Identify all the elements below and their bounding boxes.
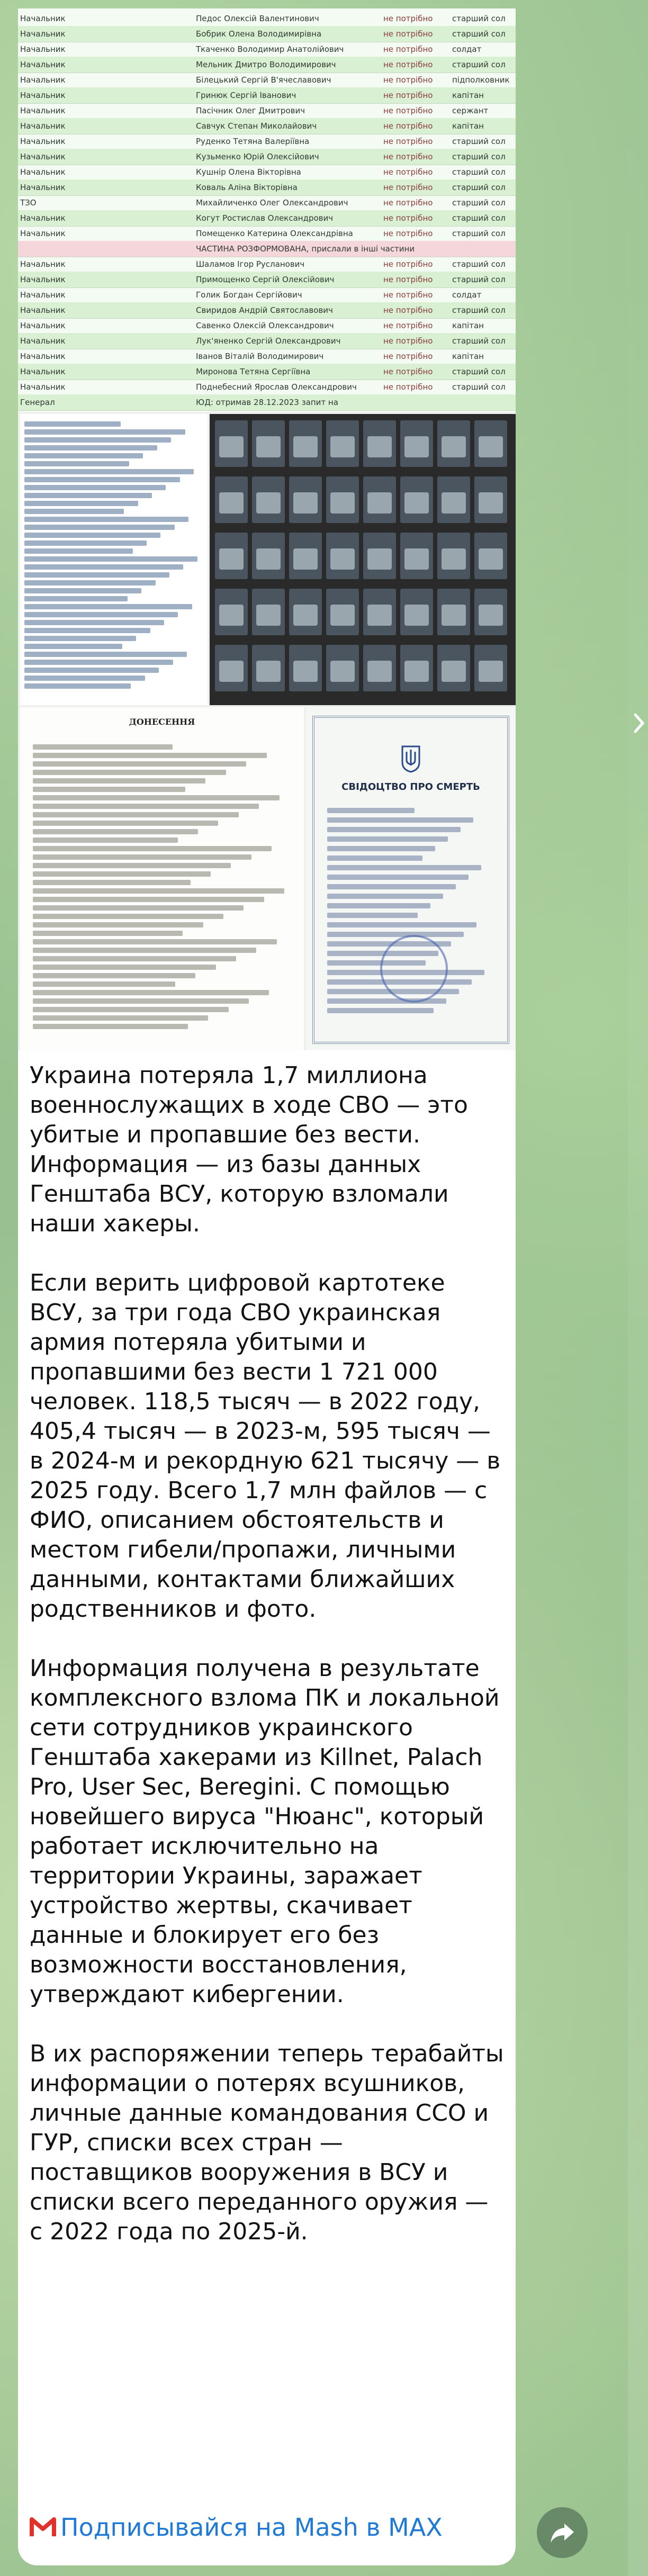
text-line <box>33 939 277 944</box>
spreadsheet-cell: Пасічник Олег Дмитрович <box>196 106 305 115</box>
text-line <box>33 888 284 894</box>
spreadsheet-cell: Начальник <box>20 152 66 161</box>
spreadsheet-cell: не потрібно <box>383 336 433 346</box>
spreadsheet-row <box>18 103 516 119</box>
paragraph-4: В их распоряжении теперь терабайты информации о потерях всушников, личные данные командования ССО и ГУР, списки всех стран — поставщиков вооружения в ВСУ и списки всего переданного оружия — с 2022 года по 2025-й. <box>30 2040 504 2245</box>
spreadsheet-cell: Начальник <box>20 183 66 192</box>
spreadsheet-cell: старший сол <box>452 382 506 392</box>
text-line <box>33 821 218 826</box>
items-photo-grid[interactable] <box>210 414 516 705</box>
post-text <box>30 1061 506 2247</box>
spreadsheet-cell: Начальник <box>20 91 66 100</box>
text-line <box>33 795 280 800</box>
spreadsheet-cell: Начальник <box>20 213 66 223</box>
text-line <box>33 965 216 970</box>
spreadsheet-cell: старший сол <box>452 137 506 146</box>
text-line <box>24 604 192 609</box>
spreadsheet-cell: Начальник <box>20 121 66 131</box>
spreadsheet-cell: старший сол <box>452 367 506 376</box>
item-thumbnail <box>437 476 470 523</box>
spreadsheet-row <box>18 41 516 58</box>
text-line <box>24 461 129 466</box>
spreadsheet-cell: Кузьменко Юрій Олексійович <box>196 152 319 161</box>
media-album[interactable] <box>18 8 516 1050</box>
spreadsheet-cell: старший сол <box>452 336 506 346</box>
text-line <box>33 778 205 783</box>
text-line <box>33 897 264 902</box>
spreadsheet-cell: не потрібно <box>383 352 433 361</box>
spreadsheet-cell: солдат <box>452 290 482 300</box>
spreadsheet-cell: не потрібно <box>383 91 433 100</box>
spreadsheet-row <box>18 287 516 303</box>
spreadsheet-cell: Начальник <box>20 275 66 284</box>
death-certificate-photo[interactable] <box>306 707 516 1050</box>
spreadsheet-row <box>18 348 516 365</box>
spreadsheet-cell: Бобрик Олена Володимирівна <box>196 29 322 39</box>
text-line <box>33 744 173 750</box>
text-line <box>327 808 415 813</box>
item-thumbnail <box>474 589 507 635</box>
spreadsheet-cell: не потрібно <box>383 367 433 376</box>
spreadsheet-cell: солдат <box>452 44 482 54</box>
item-thumbnail <box>289 589 322 635</box>
spreadsheet-cell: не потрібно <box>383 198 433 208</box>
text-line <box>24 660 173 665</box>
text-line <box>24 612 178 617</box>
item-thumbnail <box>252 533 285 579</box>
spreadsheet-cell: Начальник <box>20 352 66 361</box>
spreadsheet-cell: не потрібно <box>383 44 433 54</box>
spreadsheet-cell: Свиридов Андрій Святославович <box>196 305 333 315</box>
spreadsheet-cell: старший сол <box>452 183 506 192</box>
spreadsheet-row <box>18 318 516 334</box>
spreadsheet-cell: не потрібно <box>383 275 433 284</box>
spreadsheet-row <box>18 333 516 349</box>
spreadsheet-row <box>18 210 516 227</box>
spreadsheet-cell: Голик Богдан Сергійович <box>196 290 302 300</box>
spreadsheet-cell: не потрібно <box>383 137 433 146</box>
text-line <box>24 644 122 649</box>
paragraph-2: Если верить цифровой картотеке ВСУ, за три года СВО украинская армия потеряла убитыми и пропавшими без вести 1 721 000 человек. 118,5 тысяч — в 2022 году, 405,4 тысяч — в 2023-м, 595 тысяч — в 2024-м и рекордную 621 тысячу — в 2025 году. Всего 1,7 млн файлов — с ФИО, описанием обстоятельств и местом гибели/пропажи, личными данными, контактами ближайших родственников и фото. <box>30 1269 501 1623</box>
text-line <box>24 683 131 689</box>
text-line <box>327 827 461 832</box>
item-thumbnail <box>289 420 322 467</box>
text-line <box>33 787 185 792</box>
spreadsheet-cell: Начальник <box>20 137 66 146</box>
item-thumbnail <box>252 420 285 467</box>
text-line <box>33 931 183 936</box>
report-table-photo[interactable] <box>20 414 208 705</box>
spreadsheet-cell: Поднебесний Ярослав Олександрович <box>196 382 357 392</box>
item-thumbnail <box>400 589 433 635</box>
spreadsheet-cell: не потрібно <box>383 106 433 115</box>
text-line <box>33 761 246 767</box>
item-thumbnail <box>437 533 470 579</box>
item-thumbnail <box>474 420 507 467</box>
text-line <box>24 477 180 482</box>
text-line <box>33 871 211 877</box>
spreadsheet-cell: капітан <box>452 321 484 330</box>
item-thumbnail <box>326 420 359 467</box>
text-line <box>327 884 456 889</box>
paragraph-3: Информация получена в результате комплексного взлома ПК и локальной сети сотрудников украинского Генштаба хакерами из Killnet, Palach Pro, User Sec, Beregini. С помощью новейшего вируса "Нюанс", который работает исключительно на территории Украины, заражает устройство жертвы, скачивает данные и блокирует его без возможности восстановления, утверждают кибергении. <box>30 1655 500 2008</box>
text-line <box>24 668 159 673</box>
spreadsheet-cell: Шаламов Ігор Русланович <box>196 259 305 269</box>
text-line <box>327 846 435 851</box>
spreadsheet-row <box>18 241 516 257</box>
spreadsheet-row <box>18 195 516 211</box>
text-line <box>33 770 226 775</box>
text-line <box>33 1015 208 1021</box>
spreadsheet-cell: не потрібно <box>383 229 433 238</box>
text-line <box>24 652 187 657</box>
spreadsheet-cell: не потрібно <box>383 121 433 131</box>
text-line <box>24 572 169 578</box>
spreadsheet-photo[interactable] <box>18 8 516 412</box>
item-thumbnail <box>215 420 248 467</box>
text-line <box>24 429 185 435</box>
spreadsheet-cell: капітан <box>452 121 484 131</box>
spreadsheet-cell: Білецький Сергій В'ячеславович <box>196 75 331 85</box>
text-line <box>33 948 256 953</box>
spreadsheet-row <box>18 179 516 196</box>
trident-crest-icon <box>400 744 421 773</box>
spreadsheet-cell: старший сол <box>452 29 506 39</box>
spreadsheet-row <box>18 149 516 165</box>
item-thumbnail <box>400 645 433 691</box>
spreadsheet-row <box>18 26 516 42</box>
item-thumbnail <box>400 533 433 579</box>
spreadsheet-cell: Миронова Тетяна Сергіївна <box>196 367 311 376</box>
spreadsheet-cell: капітан <box>452 91 484 100</box>
text-line <box>327 903 430 908</box>
document-title: ДОНЕСЕННЯ <box>129 717 195 727</box>
seal-stamp <box>380 935 448 1003</box>
text-line <box>24 541 147 546</box>
text-line <box>33 956 236 961</box>
spreadsheet-cell: старший сол <box>452 60 506 69</box>
text-line <box>33 837 178 843</box>
text-line <box>24 509 124 514</box>
text-line <box>327 855 422 861</box>
item-thumbnail <box>326 589 359 635</box>
spreadsheet-row <box>18 72 516 88</box>
item-thumbnail <box>326 533 359 579</box>
text-line <box>24 469 194 474</box>
text-line <box>33 804 259 809</box>
text-line <box>24 620 164 625</box>
chevron-right-icon[interactable] <box>633 713 645 734</box>
text-line <box>327 865 481 870</box>
text-line <box>24 596 128 601</box>
spreadsheet-cell: Генерал <box>20 398 55 407</box>
text-line <box>33 1024 188 1029</box>
spreadsheet-row <box>18 226 516 242</box>
text-line <box>33 990 269 995</box>
text-line <box>33 829 198 834</box>
spreadsheet-cell: ЮД: отримав 28.12.2023 запит на <box>196 398 338 407</box>
spreadsheet-cell: Начальник <box>20 167 66 177</box>
spreadsheet-cell: Когут Ростислав Олександрович <box>196 213 334 223</box>
spreadsheet-cell: старший сол <box>452 152 506 161</box>
item-thumbnail <box>326 645 359 691</box>
spreadsheet-cell: Михайличенко Олег Олександрович <box>196 198 348 208</box>
item-thumbnail <box>474 645 507 691</box>
item-thumbnail <box>400 420 433 467</box>
text-line <box>327 932 464 937</box>
spreadsheet-cell: Педос Олексій Валентинович <box>196 14 319 23</box>
item-thumbnail <box>289 645 322 691</box>
spreadsheet-cell: Начальник <box>20 75 66 85</box>
spreadsheet-cell: сержант <box>452 106 489 115</box>
max-logo-icon <box>30 2515 56 2539</box>
text-line <box>33 998 249 1004</box>
text-line <box>24 588 141 593</box>
spreadsheet-row <box>18 256 516 273</box>
item-thumbnail <box>215 476 248 523</box>
spreadsheet-cell: Мельник Дмитро Володимирович <box>196 60 336 69</box>
share-button[interactable] <box>537 2507 588 2558</box>
spreadsheet-cell: старший сол <box>452 14 506 23</box>
spreadsheet-cell: Начальник <box>20 29 66 39</box>
text-line <box>33 753 267 758</box>
item-thumbnail <box>326 476 359 523</box>
text-line <box>33 973 195 978</box>
spreadsheet-cell: не потрібно <box>383 167 433 177</box>
text-line <box>33 922 203 927</box>
spreadsheet-cell: Начальник <box>20 14 66 23</box>
text-line <box>24 485 166 490</box>
spreadsheet-cell: ТЗО <box>20 198 37 208</box>
text-line <box>24 636 136 641</box>
text-line <box>327 1008 434 1013</box>
text-line <box>33 905 244 911</box>
text-line <box>24 548 133 554</box>
text-line <box>24 437 171 443</box>
spreadsheet-cell: не потрібно <box>383 29 433 39</box>
spreadsheet-row <box>18 11 516 27</box>
item-thumbnail <box>252 589 285 635</box>
share-arrow-icon <box>550 2521 575 2544</box>
text-line <box>327 913 418 918</box>
spreadsheet-row <box>18 57 516 73</box>
spreadsheet-row <box>18 272 516 288</box>
spreadsheet-cell: не потрібно <box>383 305 433 315</box>
spreadsheet-row <box>18 364 516 380</box>
spreadsheet-cell: Ткаченко Володимир Анатолійович <box>196 44 344 54</box>
spreadsheet-cell: Начальник <box>20 229 66 238</box>
item-thumbnail <box>363 420 396 467</box>
item-thumbnail <box>474 533 507 579</box>
text-line <box>24 445 157 451</box>
spreadsheet-cell: не потрібно <box>383 75 433 85</box>
report-document-photo[interactable] <box>20 707 304 1050</box>
message-bubble <box>18 8 516 2565</box>
spreadsheet-cell: Руденко Тетяна Валеріївна <box>196 137 310 146</box>
spreadsheet-cell: не потрібно <box>383 382 433 392</box>
spreadsheet-cell: не потрібно <box>383 321 433 330</box>
text-line <box>24 525 175 530</box>
spreadsheet-cell: старший сол <box>452 275 506 284</box>
spreadsheet-cell: старший сол <box>452 259 506 269</box>
spreadsheet-cell: не потрібно <box>383 152 433 161</box>
spreadsheet-cell: Начальник <box>20 321 66 330</box>
item-thumbnail <box>252 645 285 691</box>
item-thumbnail <box>400 476 433 523</box>
text-line <box>33 1007 229 1012</box>
item-thumbnail <box>437 420 470 467</box>
text-line <box>33 914 223 919</box>
spreadsheet-cell: не потрібно <box>383 259 433 269</box>
text-line <box>33 880 191 885</box>
spreadsheet-cell: старший сол <box>452 167 506 177</box>
spreadsheet-cell: старший сол <box>452 213 506 223</box>
text-line <box>33 981 175 987</box>
text-line <box>24 580 156 586</box>
spreadsheet-cell: старший сол <box>452 229 506 238</box>
item-thumbnail <box>437 645 470 691</box>
text-line <box>24 517 188 522</box>
spreadsheet-cell: не потрібно <box>383 183 433 192</box>
item-thumbnail <box>289 476 322 523</box>
spreadsheet-cell: Начальник <box>20 259 66 269</box>
text-line <box>327 875 469 880</box>
spreadsheet-cell: Савенко Олексій Олександрович <box>196 321 334 330</box>
text-line <box>33 812 239 817</box>
item-thumbnail <box>474 476 507 523</box>
text-line <box>24 493 152 498</box>
chat-background-strip <box>628 0 648 2576</box>
text-line <box>327 817 473 823</box>
spreadsheet-cell: Начальник <box>20 44 66 54</box>
text-line <box>24 501 138 506</box>
spreadsheet-cell: Начальник <box>20 382 66 392</box>
item-thumbnail <box>437 589 470 635</box>
item-thumbnail <box>252 476 285 523</box>
spreadsheet-row <box>18 302 516 319</box>
spreadsheet-cell: Кушнір Олена Вікторівна <box>196 167 301 177</box>
spreadsheet-cell: Примощенко Сергій Олексійович <box>196 275 335 284</box>
spreadsheet-row <box>18 379 516 395</box>
spreadsheet-row <box>18 164 516 181</box>
item-thumbnail <box>289 533 322 579</box>
spreadsheet-cell: Лук'яненко Сергій Олександрович <box>196 336 341 346</box>
certificate-title: СВІДОЦТВО ПРО СМЕРТЬ <box>341 781 480 792</box>
spreadsheet-cell: Савчук Степан Миколайович <box>196 121 317 131</box>
spreadsheet-cell: не потрібно <box>383 290 433 300</box>
spreadsheet-cell: Помещенко Катерина Олександрівна <box>196 229 353 238</box>
spreadsheet-cell: старший сол <box>452 305 506 315</box>
text-line <box>33 863 231 868</box>
spreadsheet-cell: ЧАСТИНА РОЗФОРМОВАНА, прислали в інші частини <box>196 244 415 254</box>
spreadsheet-cell: Гринюк Сергій Іванович <box>196 91 296 100</box>
spreadsheet-cell: не потрібно <box>383 14 433 23</box>
subscribe-link-label[interactable]: Подписывайся на Mash в MAX <box>60 2513 443 2542</box>
spreadsheet-cell: Коваль Аліна Вікторівна <box>196 183 298 192</box>
text-line <box>24 533 160 538</box>
text-line <box>33 846 272 851</box>
text-line <box>327 922 476 927</box>
spreadsheet-row <box>18 133 516 150</box>
text-line <box>24 556 197 562</box>
spreadsheet-cell: Начальник <box>20 60 66 69</box>
text-line <box>24 675 145 681</box>
item-thumbnail <box>215 645 248 691</box>
spreadsheet-cell: капітан <box>452 352 484 361</box>
subscribe-link[interactable] <box>30 2510 443 2544</box>
spreadsheet-cell: не потрібно <box>383 60 433 69</box>
item-thumbnail <box>363 645 396 691</box>
spreadsheet-row <box>18 87 516 104</box>
spreadsheet-cell: підполковник <box>452 75 510 85</box>
item-thumbnail <box>363 589 396 635</box>
spreadsheet-cell: Начальник <box>20 367 66 376</box>
text-line <box>327 836 448 842</box>
text-line <box>33 854 251 860</box>
spreadsheet-cell: Начальник <box>20 305 66 315</box>
spreadsheet-cell: Начальник <box>20 106 66 115</box>
spreadsheet-cell: Начальник <box>20 336 66 346</box>
text-line <box>24 628 150 633</box>
item-thumbnail <box>363 533 396 579</box>
item-thumbnail <box>215 533 248 579</box>
spreadsheet-cell: Начальник <box>20 290 66 300</box>
text-line <box>24 421 121 427</box>
spreadsheet-cell: не потрібно <box>383 213 433 223</box>
spreadsheet-row <box>18 118 516 134</box>
text-line <box>24 453 143 458</box>
spreadsheet-cell: старший сол <box>452 198 506 208</box>
paragraph-1: Украина потеряла 1,7 миллиона военнослужащих в ходе СВО — это убитые и пропавшие без вести. Информация — из базы данных Генштаба ВСУ, которую взломали наши хакеры. <box>30 1062 468 1237</box>
item-thumbnail <box>215 589 248 635</box>
text-line <box>24 564 183 570</box>
item-thumbnail <box>363 476 396 523</box>
spreadsheet-row <box>18 394 516 411</box>
spreadsheet-cell: Іванов Віталій Володимирович <box>196 352 324 361</box>
text-line <box>327 894 443 899</box>
